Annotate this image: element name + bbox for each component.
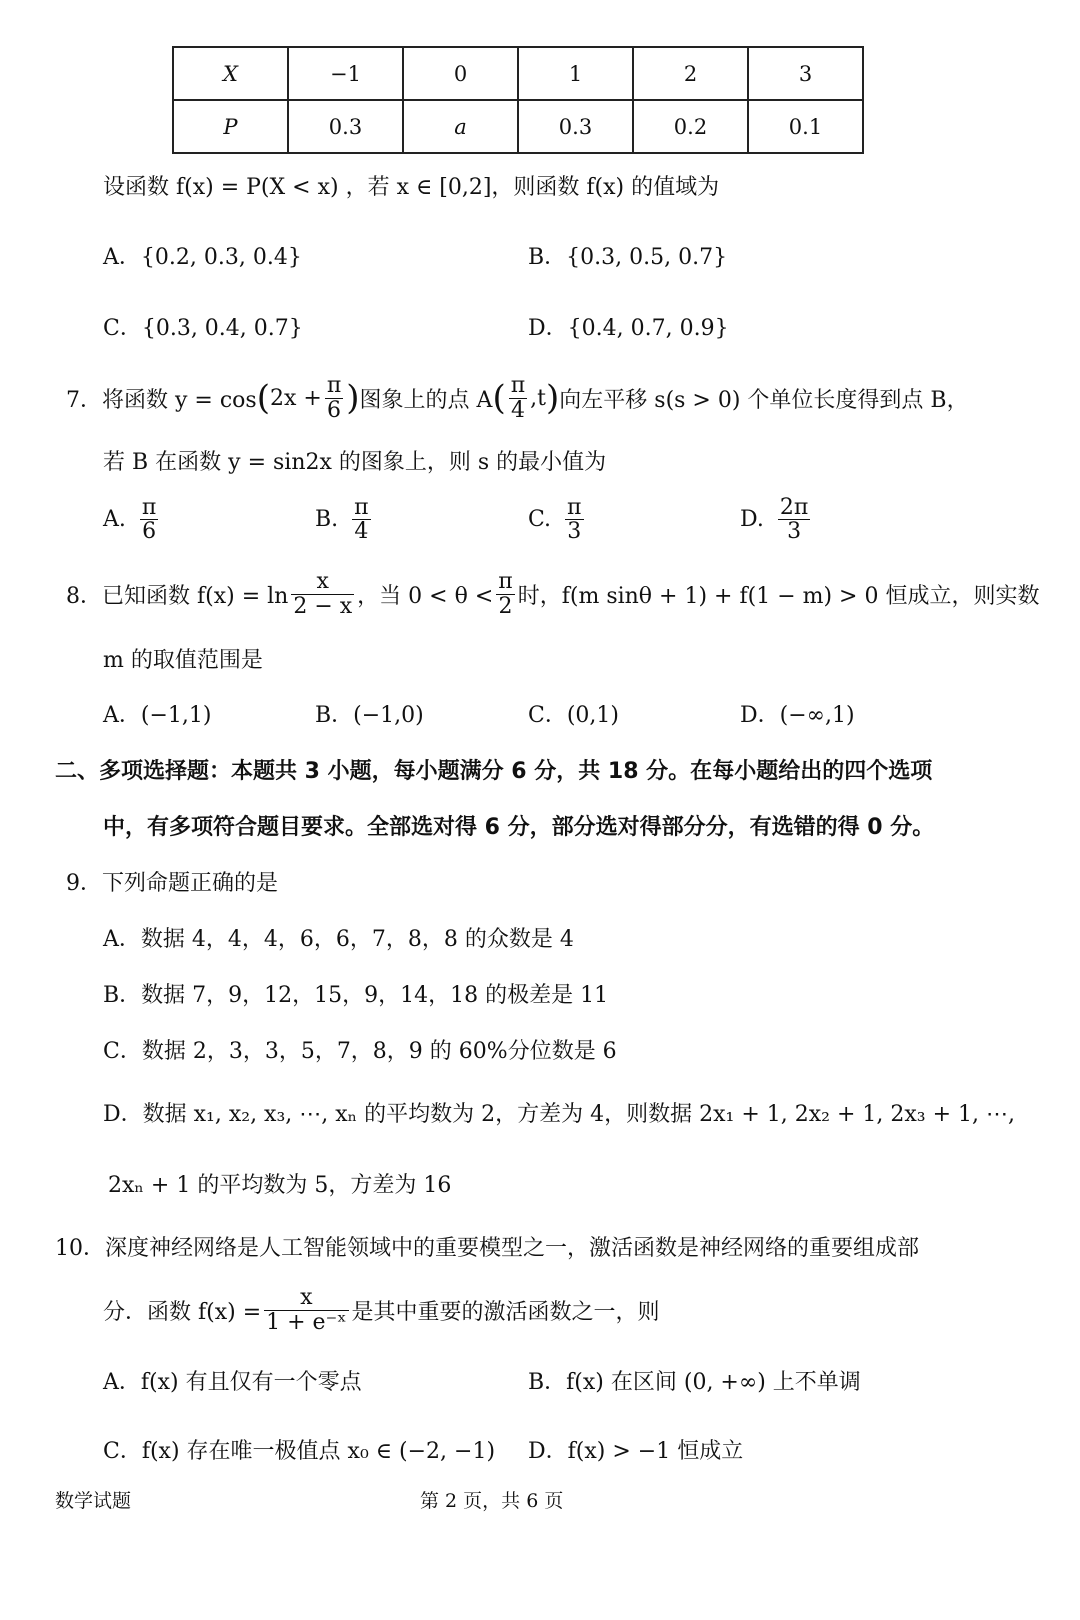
- table-cell: 0.1: [748, 100, 863, 153]
- denominator: 1 + e⁻ˣ: [266, 1309, 347, 1335]
- q7-text: 7．将函数 y = cos: [66, 387, 257, 413]
- q9-option-d-line1: D．数据 x₁, x₂, x₃, ⋯, xₙ 的平均数为 2，方差为 4，则数据 2x₁ + 1, 2x₂ + 1, 2x₃ + 1, ⋯,: [103, 1102, 1016, 1127]
- numerator: π: [141, 495, 157, 520]
- q10-text: 分．函数 f(x) =: [103, 1299, 262, 1325]
- q9-option-b: B．数据 7，9，12，15，9，14，18 的极差是 11: [103, 983, 609, 1008]
- q7-text: 向左平移 s(s > 0) 个单位长度得到点 B，: [559, 387, 969, 413]
- numerator: π: [567, 495, 582, 520]
- q10-option-c: C．f(x) 存在唯一极值点 x₀ ∈ (−2, −1): [103, 1439, 496, 1464]
- fraction: [778, 496, 810, 543]
- table-row: [173, 100, 863, 153]
- denominator: 2 − x: [293, 593, 353, 619]
- numerator: π: [510, 373, 526, 399]
- fraction: [291, 570, 354, 617]
- footer-page-number: 第 2 页，共 6 页: [420, 1490, 564, 1512]
- q7-option-b: [315, 496, 374, 543]
- table-cell: 2: [633, 47, 748, 100]
- fraction: [352, 496, 370, 543]
- footer-subject: 数学试题: [55, 1490, 132, 1512]
- q9-stem: 9．下列命题正确的是: [66, 871, 278, 896]
- fraction: [264, 1286, 348, 1333]
- option-letter: B.: [315, 507, 339, 533]
- q8-option-b: B．(−1,0): [315, 703, 424, 728]
- q10-text: 是其中重要的激活函数之一，则: [351, 1299, 660, 1325]
- fraction: [509, 374, 527, 421]
- denominator: 3: [567, 519, 582, 545]
- q6-stem: 设函数 f(x) = P(X < x) ，若 x ∈ [0,2]，则函数 f(x) 的值域为: [103, 175, 720, 200]
- table-cell: 0.3: [518, 100, 633, 153]
- table-cell: 0: [403, 47, 518, 100]
- fraction: [140, 496, 158, 543]
- paren-open: (: [492, 378, 506, 418]
- q8-text: ，当 0 < θ <: [357, 583, 494, 609]
- q10-option-a: A．f(x) 有且仅有一个零点: [103, 1370, 362, 1395]
- section-heading-line1: 二、多项选择题：本题共 3 小题，每小题满分 6 分，共 18 分。在每小题给出的四个选项: [55, 759, 933, 784]
- q9-option-d-line2: 2xₙ + 1 的平均数为 5，方差为 16: [108, 1173, 452, 1198]
- option-letter: D.: [740, 507, 764, 533]
- table-cell: 1: [518, 47, 633, 100]
- q7-stem-line2: 若 B 在函数 y = sin2x 的图象上，则 s 的最小值为: [103, 450, 607, 475]
- option-letter: A.: [103, 507, 126, 533]
- table-cell: 3: [748, 47, 863, 100]
- q7-stem-line1: [66, 368, 969, 428]
- q10-stem-line2: [103, 1282, 660, 1338]
- q7-text: 图象上的点 A: [359, 387, 493, 413]
- q10-stem-line1: 10．深度神经网络是人工智能领域中的重要模型之一，激活函数是神经网络的重要组成部: [55, 1236, 919, 1261]
- numerator: x: [291, 570, 354, 594]
- table-cell: 0.3: [288, 100, 403, 153]
- q7-option-d: [740, 496, 813, 543]
- numerator: π: [326, 373, 342, 399]
- q7-text: 2x +: [269, 385, 322, 411]
- denominator: 3: [787, 519, 802, 545]
- table-cell: X: [173, 47, 288, 100]
- denominator: 2: [498, 593, 513, 619]
- paren-close: ): [546, 378, 560, 418]
- q7-text: ,t: [530, 385, 547, 411]
- denominator: 4: [510, 397, 525, 423]
- denominator: 6: [142, 519, 157, 545]
- numerator: 2π: [779, 495, 809, 520]
- distribution-table: [172, 46, 864, 154]
- q8-option-a: A．(−1,1): [103, 703, 212, 728]
- numerator: x: [264, 1286, 348, 1310]
- option-letter: C.: [528, 507, 552, 533]
- paren-close: ): [346, 378, 360, 418]
- q10-option-d: D．f(x) > −1 恒成立: [528, 1439, 744, 1464]
- paren-open: (: [256, 378, 270, 418]
- table-cell: 0.2: [633, 100, 748, 153]
- table-row: [173, 47, 863, 100]
- q10-option-b: B．f(x) 在区间 (0, +∞) 上不单调: [528, 1370, 861, 1395]
- numerator: π: [498, 569, 513, 595]
- table-cell: P: [173, 100, 288, 153]
- q8-text: 时，f(m sinθ + 1) + f(1 − m) > 0 恒成立，则实数: [517, 583, 1040, 609]
- q8-text: 8．已知函数 f(x) = ln: [66, 583, 289, 609]
- q6-option-d: D．{0.4, 0.7, 0.9}: [528, 316, 729, 341]
- numerator: π: [354, 495, 369, 520]
- q8-stem-line2: m 的取值范围是: [103, 648, 263, 673]
- q8-stem-line1: [66, 566, 1039, 622]
- table-cell: −1: [288, 47, 403, 100]
- denominator: 6: [327, 397, 342, 423]
- fraction: [325, 374, 343, 421]
- q8-option-d: D．(−∞,1): [740, 703, 855, 728]
- q7-option-a: [103, 496, 161, 543]
- q7-option-c: [528, 496, 587, 543]
- q6-option-c: C．{0.3, 0.4, 0.7}: [103, 316, 303, 341]
- section-heading-line2: 中，有多项符合题目要求。全部选对得 6 分，部分选对得部分分，有选错的得 0 分。: [103, 815, 935, 840]
- q6-option-a: A．{0.2, 0.3, 0.4}: [103, 245, 302, 270]
- table-cell: a: [403, 100, 518, 153]
- q9-option-a: A．数据 4，4，4，6，6，7，8，8 的众数是 4: [103, 927, 574, 952]
- fraction: [565, 496, 583, 543]
- q6-option-b: B．{0.3, 0.5, 0.7}: [528, 245, 728, 270]
- fraction: [496, 570, 514, 617]
- denominator: 4: [354, 519, 369, 545]
- q8-option-c: C．(0,1): [528, 703, 619, 728]
- q9-option-c: C．数据 2，3，3，5，7，8，9 的 60%分位数是 6: [103, 1039, 617, 1064]
